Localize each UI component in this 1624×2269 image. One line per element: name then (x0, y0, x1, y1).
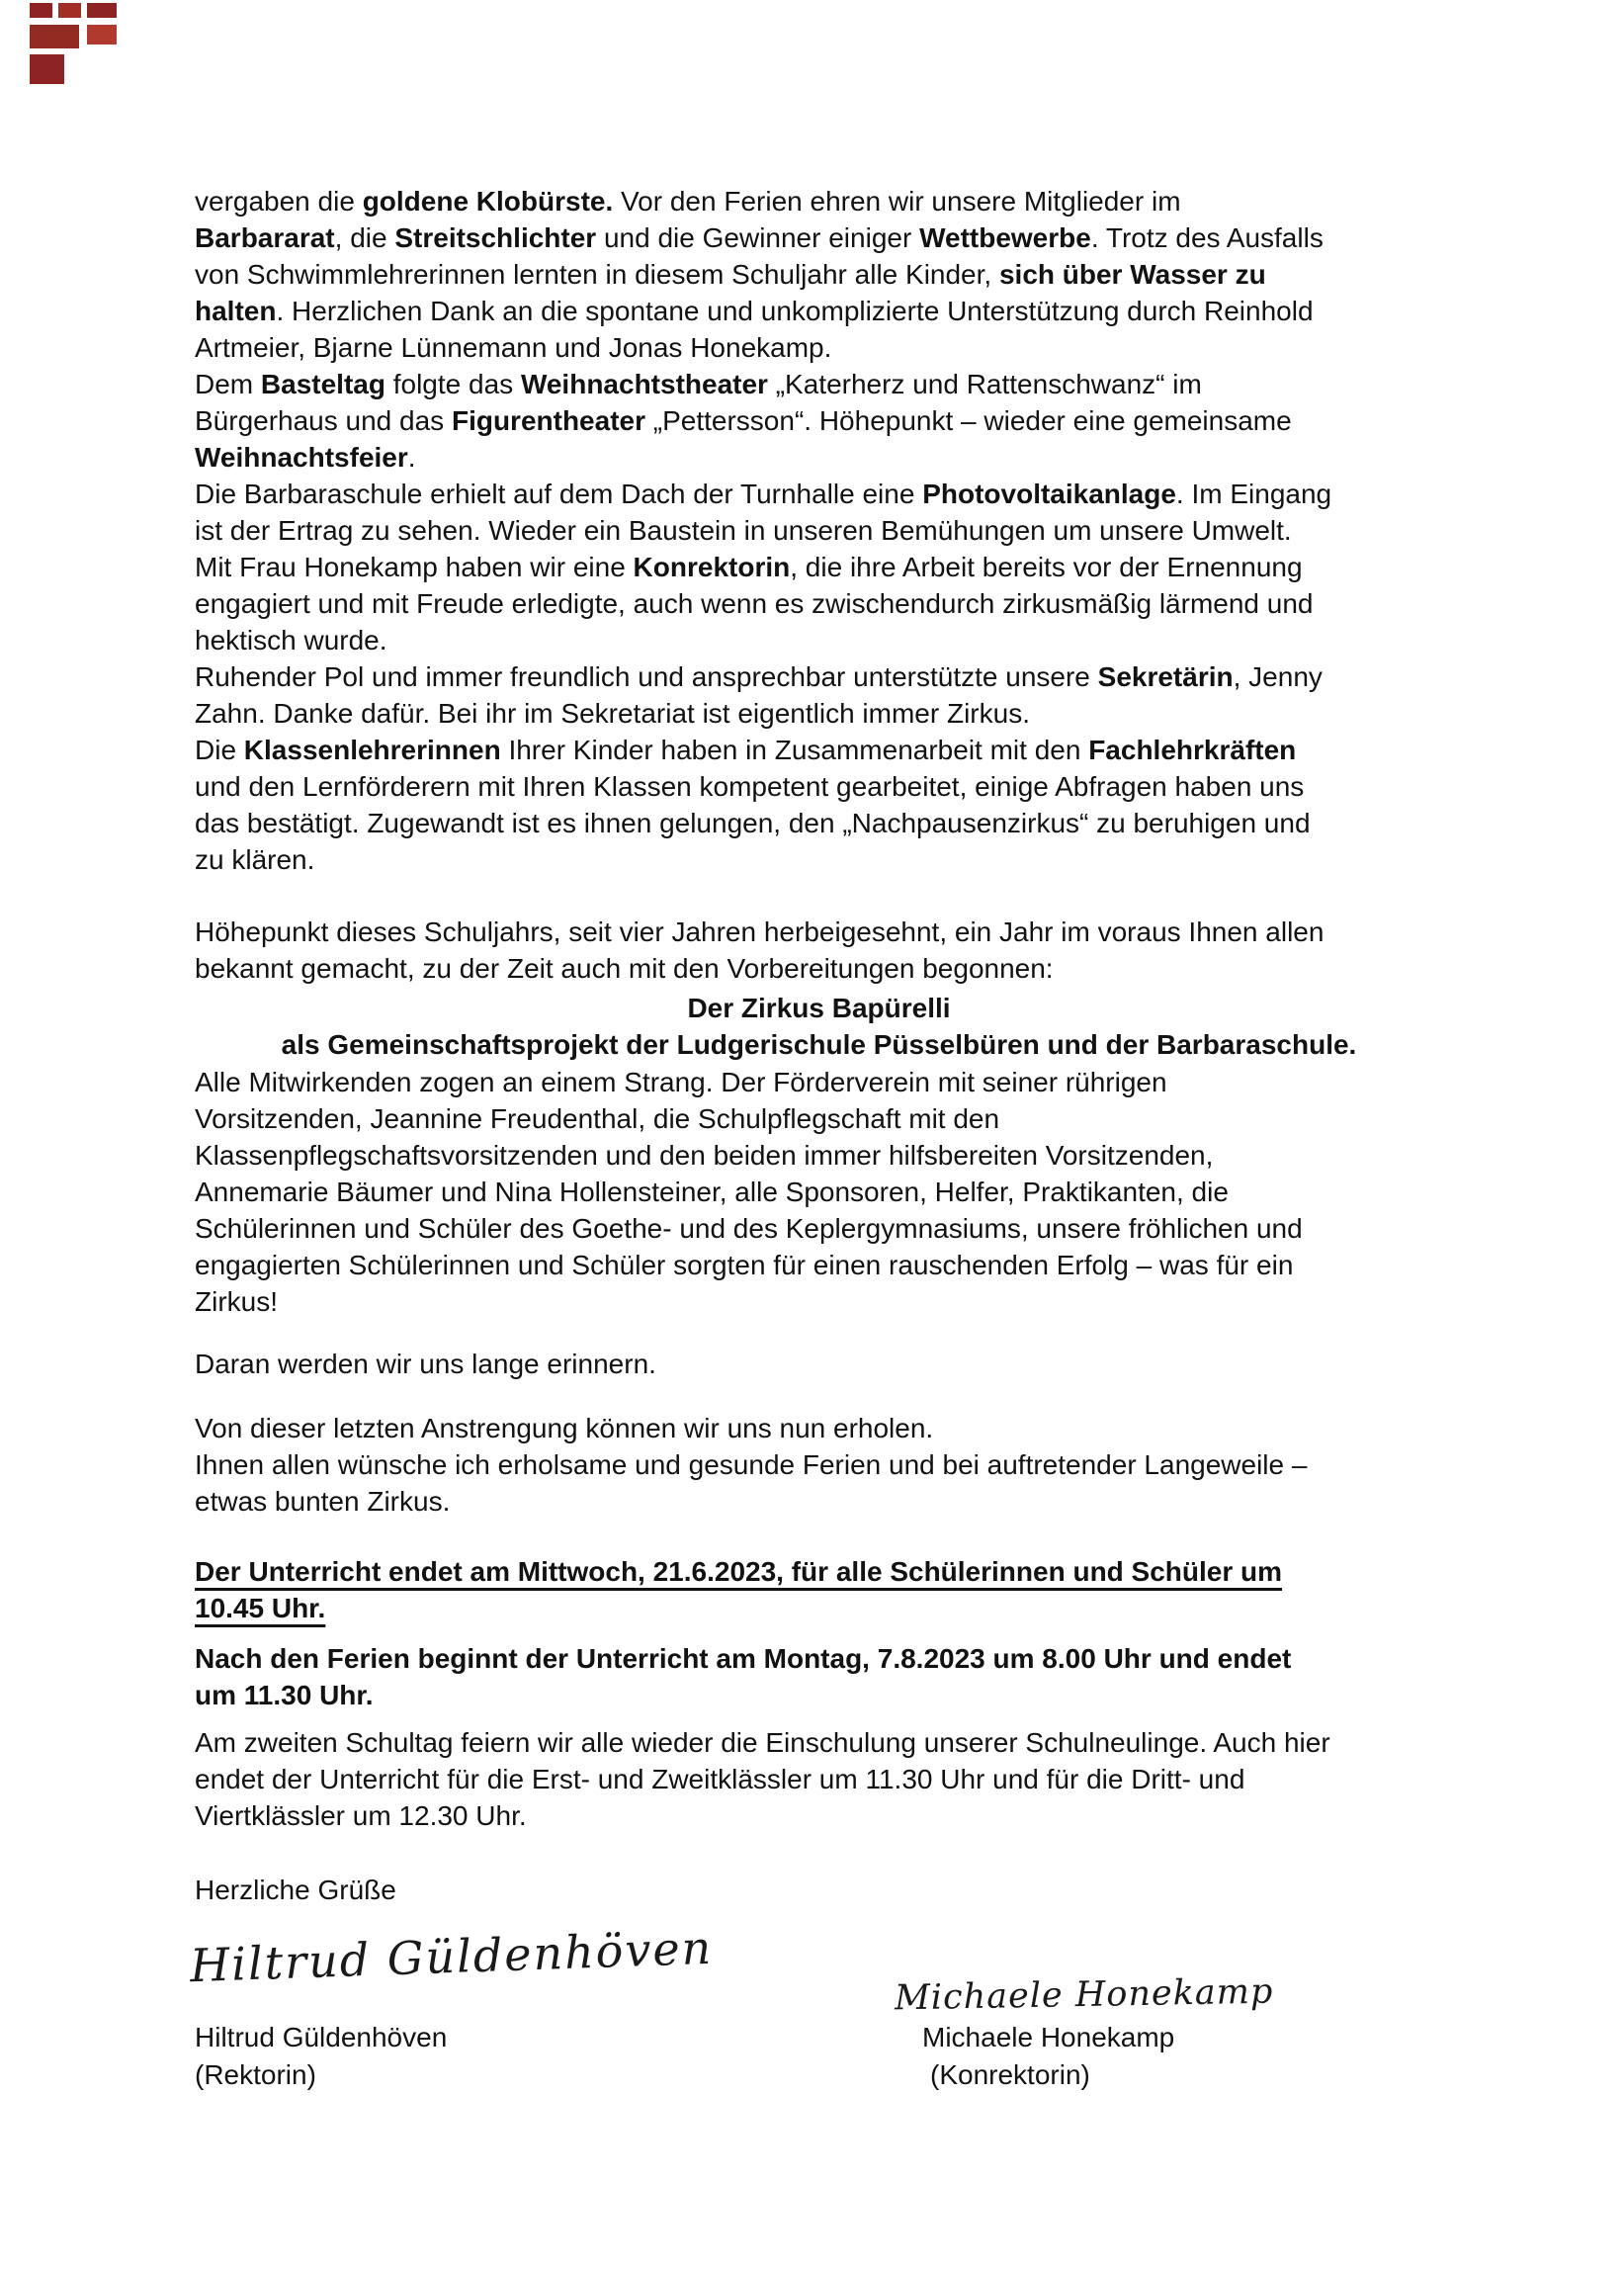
text-line: Nach den Ferien beginnt der Unterricht am Montag, 7.8.2023 um 8.00 Uhr und endet (195, 1643, 1292, 1674)
handwritten-signature-konrektorin: Michaele Honekamp (894, 1971, 1274, 2019)
text-line: endet der Unterricht für die Erst- und Zweitklässler um 11.30 Uhr und für die Dritt- und (195, 1764, 1245, 1794)
paragraph-holiday-wishes (195, 1410, 1470, 1520)
text-line: bekannt gemacht, zu der Zeit auch mit den Vorbereitungen begonnen: (195, 953, 1054, 984)
text-line: um 11.30 Uhr. (195, 1680, 374, 1710)
text-line: Zirkus! (195, 1286, 278, 1317)
paragraph-circus-title (195, 990, 1443, 1063)
handwritten-signature-rektorin: Hiltrud Güldenhöven (189, 1920, 715, 1993)
text-line: von Schwimmlehrerinnen lernten in diesem Schuljahr alle Kinder, sich über Wasser zu (195, 259, 1266, 290)
text-line: Mit Frau Honekamp haben wir eine Konrektorin, die ihre Arbeit bereits vor der Ernennung (195, 552, 1303, 582)
text-line: Annemarie Bäumer und Nina Hollensteiner, alle Sponsoren, Helfer, Praktikanten, die (195, 1177, 1229, 1207)
text-line: Von dieser letzten Anstrengung können wir uns nun erholen. (195, 1413, 934, 1443)
text-line: Ihnen allen wünsche ich erholsame und gesunde Ferien und bei auftretender Langeweile – (195, 1449, 1308, 1480)
scan-artifact-mark (58, 3, 81, 18)
letter-body (195, 183, 1470, 1908)
text-line: ist der Ertrag zu sehen. Wieder ein Baustein in unseren Bemühungen um unsere Umwelt. (195, 515, 1292, 546)
text-line: Zahn. Danke dafür. Bei ihr im Sekretariat ist eigentlich immer Zirkus. (195, 698, 1030, 729)
text-line: etwas bunten Zirkus. (195, 1486, 451, 1517)
text-line: Ruhender Pol und immer freundlich und ansprechbar unterstützte unsere Sekretärin, Jenny (195, 661, 1323, 692)
paragraph-main-report (195, 183, 1470, 878)
paragraph-circus-paragraph (195, 1064, 1470, 1320)
text-line: 10.45 Uhr. (195, 1593, 326, 1623)
text-line: Vorsitzenden, Jeannine Freudenthal, die Schulpflegschaft mit den (195, 1103, 1000, 1134)
text-line: Dem Basteltag folgte das Weihnachtstheater „Katerherz und Rattenschwanz“ im (195, 369, 1202, 399)
typed-name-konrektorin: Michaele Honekamp (922, 2022, 1175, 2052)
typed-name-rektorin: Hiltrud Güldenhöven (195, 2022, 448, 2052)
text-line: zu klären. (195, 844, 315, 875)
text-line: Der Zirkus Bapürelli (687, 993, 951, 1023)
text-line: Barbararat, die Streitschlichter und die Gewinner einiger Wettbewerbe. Trotz des Ausfalls (195, 222, 1324, 253)
text-line: Viertklässler um 12.30 Uhr. (195, 1800, 527, 1831)
paragraph-remember-line (195, 1346, 1470, 1382)
text-line: als Gemeinschaftsprojekt der Ludgerischule Püsselbüren und der Barbaraschule. (281, 1029, 1357, 1060)
text-line: das bestätigt. Zugewandt ist es ihnen gelungen, den „Nachpausenzirkus“ zu beruhigen und (195, 808, 1311, 838)
text-line: Die Klassenlehrerinnen Ihrer Kinder haben in Zusammenarbeit mit den Fachlehrkräften (195, 735, 1297, 765)
text-line: Höhepunkt dieses Schuljahrs, seit vier Jahren herbeigesehnt, ein Jahr im voraus Ihnen allen (195, 916, 1325, 947)
text-line: Schülerinnen und Schüler des Goethe- und des Keplergymnasiums, unsere fröhlichen und (195, 1213, 1303, 1244)
typed-role-konrektorin: (Konrektorin) (930, 2059, 1090, 2090)
text-line: halten. Herzlichen Dank an die spontane und unkomplizierte Unterstützung durch Reinhold (195, 296, 1314, 326)
text-line: vergaben die goldene Klobürste. Vor den Ferien ehren wir unsere Mitglieder im (195, 186, 1181, 217)
text-line: und den Lernförderern mit Ihren Klassen kompetent gearbeitet, einige Abfragen haben uns (195, 771, 1305, 802)
paragraph-closing-greeting (195, 1872, 1470, 1908)
text-line: Artmeier, Bjarne Lünnemann und Jonas Honekamp. (195, 332, 832, 363)
scan-artifact-mark (30, 54, 64, 84)
paragraph-highlight-intro (195, 914, 1470, 987)
text-line: Weihnachtsfeier. (195, 442, 416, 473)
scan-artifact-mark (87, 25, 117, 44)
text-line: engagierten Schülerinnen und Schüler sorgten für einen rauschenden Erfolg – was für ein (195, 1250, 1294, 1280)
text-line: Alle Mitwirkenden zogen an einem Strang. Der Förderverein mit seiner rührigen (195, 1067, 1167, 1097)
paragraph-enrollment-info (195, 1724, 1470, 1834)
text-line: Bürgerhaus und das Figurentheater „Pettersson“. Höhepunkt – wieder eine gemeinsame (195, 405, 1292, 436)
text-line: Der Unterricht endet am Mittwoch, 21.6.2023, für alle Schülerinnen und Schüler um (195, 1556, 1283, 1587)
paragraph-end-of-school-notice (195, 1553, 1470, 1626)
scan-artifact-mark (30, 25, 79, 48)
text-line: Klassenpflegschaftsvorsitzenden und den beiden immer hilfsbereiten Vorsitzenden, (195, 1140, 1214, 1171)
scan-artifact-mark (87, 3, 117, 18)
typed-role-rektorin: (Rektorin) (195, 2059, 316, 2090)
text-line: Herzliche Grüße (195, 1875, 396, 1905)
text-line: Am zweiten Schultag feiern wir alle wieder die Einschulung unserer Schulneulinge. Auch hier (195, 1727, 1330, 1758)
text-line: hektisch wurde. (195, 625, 387, 655)
text-line: engagiert und mit Freude erledigte, auch wenn es zwischendurch zirkusmäßig lärmend und (195, 588, 1314, 619)
paragraph-school-restart-notice (195, 1640, 1470, 1713)
text-line: Daran werden wir uns lange erinnern. (195, 1349, 656, 1379)
text-line: Die Barbaraschule erhielt auf dem Dach der Turnhalle eine Photovoltaikanlage. Im Eingang (195, 479, 1332, 509)
scan-artifact-mark (30, 3, 52, 18)
